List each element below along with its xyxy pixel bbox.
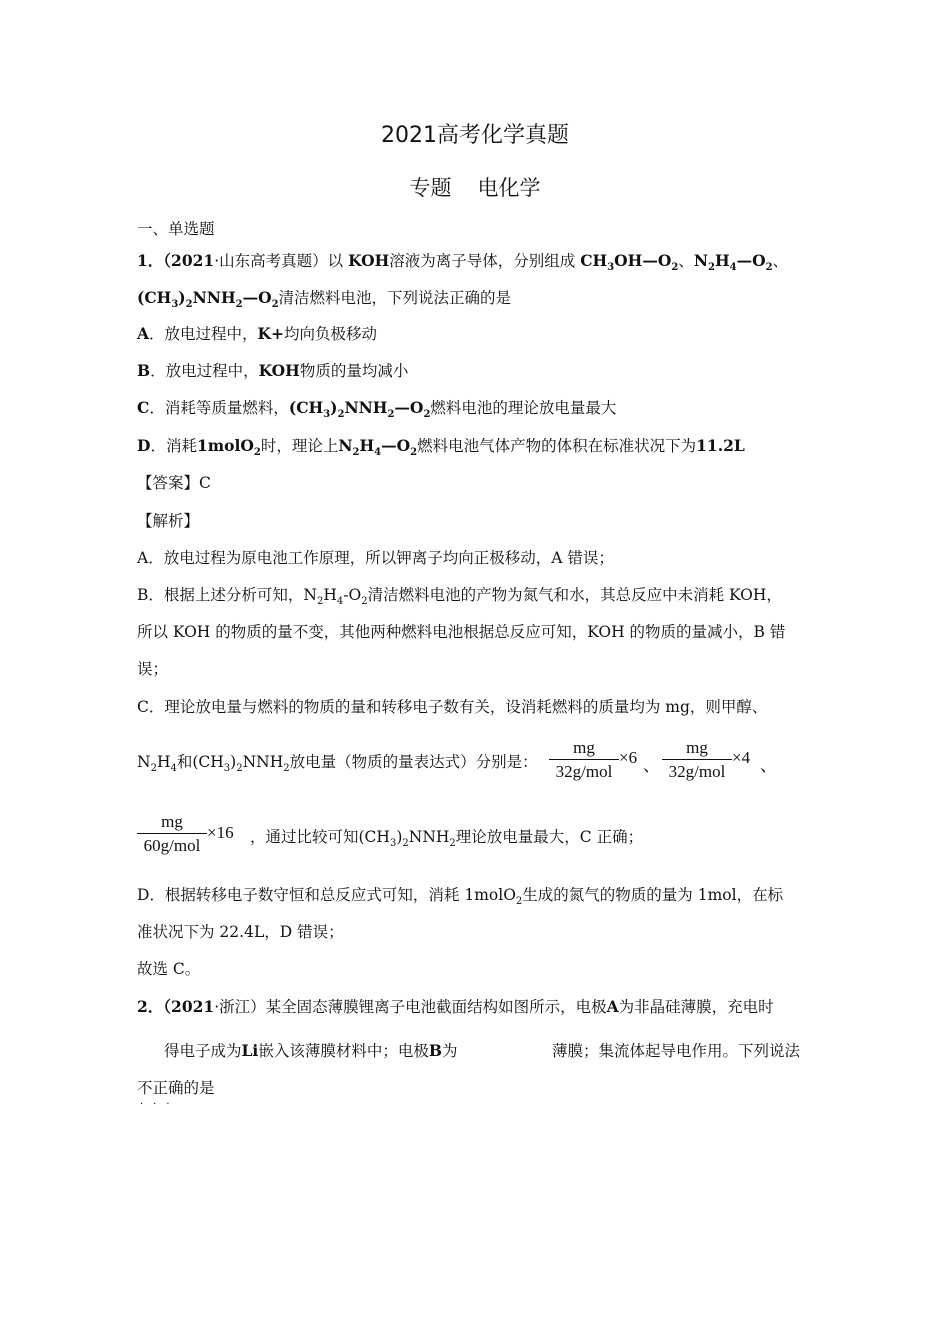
q1-stem-line2: $(CH_3)_2NNH_2—O_2$清洁燃料电池，下列说法正确的是 [137,288,512,310]
q1-explanation-c-line2: $N_2H_4$和$(CH_3)_2NNH_2$放电量（物质的量表达式）分别是： [137,753,538,774]
q1-conclusion: 故选 C。 [137,960,201,978]
separator: 、 [643,756,660,775]
multiplier-dimethylhydrazine: ×16 [207,823,234,842]
q1-explanation-b-line2: 所以 KOH 的物质的量不变，其他两种燃料电池根据总反应可知，KOH 的物质的量减小，B 错 [137,623,786,641]
separator: 、 [760,756,777,775]
page-title: 2021高考化学真题 [381,123,569,148]
q1-option-d: D．消耗1molO$_2$时，理论上$N_2H_4—O_2$燃料电池气体产物的体积在标准状况下为11.2L [137,436,745,458]
q2-stem-line2: 得电子成为Li嵌入该薄膜材料中；电极B为 [164,1041,458,1060]
multiplier-methanol: ×6 [619,748,638,767]
fraction-methanol: mg 32g/mol [549,737,619,784]
q1-explanation-d-line2: 准状况下为 22.4L，D 错误； [137,923,344,941]
q1-explanation-d-line1: D．根据转移电子数守恒和总反应式可知，消耗 1molO$_2$生成的氮气的物质的量为 1mol，在标 [137,886,784,907]
q2-stem-line3: 不正确的是 [137,1079,215,1097]
q1-explanation-c-line1: C．理论放电量与燃料的物质的量和转移电子数有关，设消耗燃料的质量均为 mg，则甲醇、 [137,698,768,716]
q1-explanation-a: A．放电过程为原电池工作原理，所以钾离子均向正极移动，A 错误； [137,549,614,567]
q1-explanation-b-line3: 误； [137,660,169,678]
subtitle-part-2: 电化学 [477,176,541,200]
fraction-dimethylhydrazine: mg 60g/mol [137,811,207,858]
page-subtitle [0,172,950,202]
fraction-hydrazine: mg 32g/mol [662,737,732,784]
q1-option-a: A．放电过程中，K+均向负极移动 [137,324,378,343]
q1-analysis-heading: 【解析】 [137,512,200,530]
emphasis-dots: ··· [140,1099,180,1110]
q2-stem-line1: 2．（2021·浙江）某全固态薄膜锂离子电池截面结构如图所示，电极A为非晶硅薄膜，充电时 [137,997,774,1016]
q1-option-c: C．消耗等质量燃料，$(CH_3)_2NNH_2—O_2$燃料电池的理论放电量最大 [137,398,617,420]
q1-explanation-b-line1: B．根据上述分析可知，$N_2H_4-O_2$清洁燃料电池的产物为氮气和水，其总反应中未消耗 KOH， [137,586,782,607]
section-heading: 一、单选题 [137,220,215,238]
q1-answer: 【答案】C [137,474,211,492]
q1-stem-line1: 1．（2021·山东高考真题）以 KOH溶液为离子导体，分别组成 $CH_3OH—O_2$、$N_2H_4—O_2$、 [137,251,789,273]
q2-stem-line2-end: 薄膜；集流体起导电作用。下列说法 [552,1042,801,1060]
multiplier-hydrazine: ×4 [732,748,751,767]
q1-explanation-c-line3: ，通过比较可知$(CH_3)_2NNH_2$理论放电量最大，C 正确； [250,828,644,849]
q1-option-b: B．放电过程中，KOH物质的量均减小 [137,361,409,380]
subtitle-part-1: 专题 [409,176,452,200]
